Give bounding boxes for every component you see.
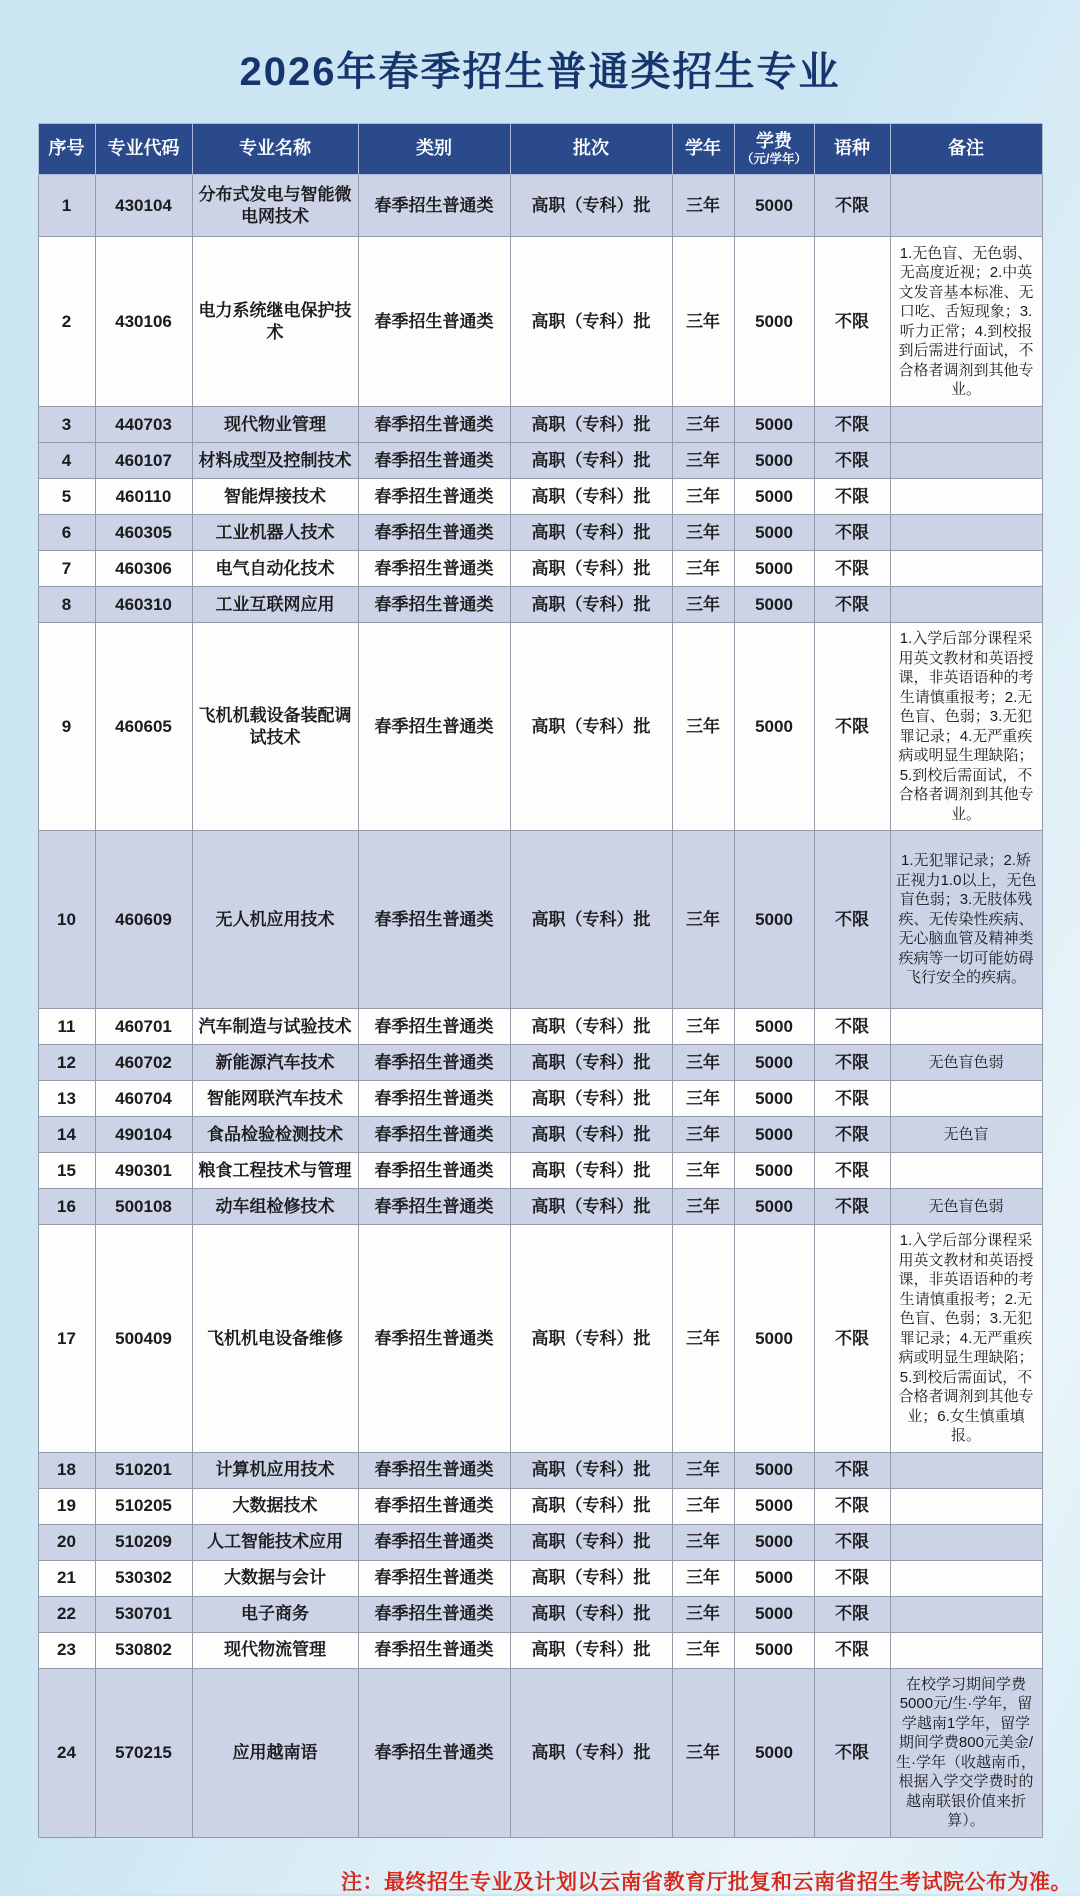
column-header-batch: 批次 [510, 124, 672, 175]
cell-category: 春季招生普通类 [358, 587, 510, 623]
cell-code: 460305 [95, 515, 192, 551]
cell-tuition: 5000 [734, 237, 814, 407]
cell-batch: 高职（专科）批 [510, 1488, 672, 1524]
cell-batch: 高职（专科）批 [510, 1632, 672, 1668]
cell-no: 22 [38, 1596, 95, 1632]
cell-remark [890, 443, 1042, 479]
cell-name: 工业互联网应用 [192, 587, 358, 623]
cell-no: 9 [38, 623, 95, 831]
cell-tuition: 5000 [734, 1524, 814, 1560]
fee-header-unit: （元/学年） [741, 151, 807, 166]
cell-remark [890, 587, 1042, 623]
column-header-no: 序号 [38, 124, 95, 175]
table-row [38, 443, 1042, 479]
cell-no: 18 [38, 1452, 95, 1488]
cell-tuition: 5000 [734, 407, 814, 443]
cell-tuition: 5000 [734, 479, 814, 515]
cell-batch: 高职（专科）批 [510, 515, 672, 551]
cell-batch: 高职（专科）批 [510, 1524, 672, 1560]
cell-years: 三年 [672, 1117, 734, 1153]
cell-years: 三年 [672, 1153, 734, 1189]
cell-no: 1 [38, 175, 95, 237]
cell-language: 不限 [814, 175, 890, 237]
cell-batch: 高职（专科）批 [510, 587, 672, 623]
cell-category: 春季招生普通类 [358, 1452, 510, 1488]
cell-name: 智能焊接技术 [192, 479, 358, 515]
cell-remark [890, 1452, 1042, 1488]
cell-years: 三年 [672, 1009, 734, 1045]
majors-table [38, 123, 1043, 1838]
cell-name: 动车组检修技术 [192, 1189, 358, 1225]
cell-language: 不限 [814, 1524, 890, 1560]
cell-batch: 高职（专科）批 [510, 1117, 672, 1153]
cell-years: 三年 [672, 407, 734, 443]
cell-name: 电力系统继电保护技术 [192, 237, 358, 407]
cell-tuition: 5000 [734, 1189, 814, 1225]
cell-batch: 高职（专科）批 [510, 443, 672, 479]
cell-remark [890, 1560, 1042, 1596]
cell-no: 19 [38, 1488, 95, 1524]
cell-category: 春季招生普通类 [358, 623, 510, 831]
cell-name: 食品检验检测技术 [192, 1117, 358, 1153]
cell-remark [890, 1596, 1042, 1632]
cell-code: 500409 [95, 1225, 192, 1453]
cell-years: 三年 [672, 623, 734, 831]
cell-category: 春季招生普通类 [358, 515, 510, 551]
cell-no: 12 [38, 1045, 95, 1081]
cell-remark: 无色盲 [890, 1117, 1042, 1153]
cell-language: 不限 [814, 623, 890, 831]
cell-language: 不限 [814, 515, 890, 551]
table-row [38, 479, 1042, 515]
cell-language: 不限 [814, 831, 890, 1009]
cell-remark [890, 1081, 1042, 1117]
cell-code: 460107 [95, 443, 192, 479]
cell-years: 三年 [672, 831, 734, 1009]
cell-language: 不限 [814, 1045, 890, 1081]
cell-category: 春季招生普通类 [358, 175, 510, 237]
cell-tuition: 5000 [734, 587, 814, 623]
cell-remark [890, 479, 1042, 515]
cell-years: 三年 [672, 1452, 734, 1488]
cell-batch: 高职（专科）批 [510, 1189, 672, 1225]
cell-name: 粮食工程技术与管理 [192, 1153, 358, 1189]
cell-tuition: 5000 [734, 443, 814, 479]
table-row [38, 1560, 1042, 1596]
cell-batch: 高职（专科）批 [510, 237, 672, 407]
cell-name: 飞机机载设备装配调试技术 [192, 623, 358, 831]
cell-category: 春季招生普通类 [358, 551, 510, 587]
footer-note: 注：最终招生专业及计划以云南省教育厅批复和云南省招生考试院公布为准。 [341, 1870, 1072, 1894]
cell-years: 三年 [672, 1225, 734, 1453]
cell-no: 7 [38, 551, 95, 587]
cell-batch: 高职（专科）批 [510, 479, 672, 515]
table-row [38, 1488, 1042, 1524]
cell-no: 20 [38, 1524, 95, 1560]
cell-category: 春季招生普通类 [358, 1668, 510, 1837]
cell-language: 不限 [814, 1632, 890, 1668]
column-header-language: 语种 [814, 124, 890, 175]
table-row [38, 1153, 1042, 1189]
cell-language: 不限 [814, 1668, 890, 1837]
cell-category: 春季招生普通类 [358, 1081, 510, 1117]
cell-category: 春季招生普通类 [358, 237, 510, 407]
cell-tuition: 5000 [734, 1225, 814, 1453]
cell-batch: 高职（专科）批 [510, 831, 672, 1009]
cell-no: 15 [38, 1153, 95, 1189]
cell-years: 三年 [672, 175, 734, 237]
cell-remark: 1.无色盲、无色弱、无高度近视；2.中英文发音基本标准、无口吃、舌短现象；3.听力正常；4.到校报到后需进行面试，不合格者调剂到其他专业。 [890, 237, 1042, 407]
cell-name: 材料成型及控制技术 [192, 443, 358, 479]
cell-name: 应用越南语 [192, 1668, 358, 1837]
cell-code: 530302 [95, 1560, 192, 1596]
cell-name: 飞机机电设备维修 [192, 1225, 358, 1453]
cell-remark [890, 1488, 1042, 1524]
cell-language: 不限 [814, 1452, 890, 1488]
cell-code: 500108 [95, 1189, 192, 1225]
cell-name: 现代物业管理 [192, 407, 358, 443]
cell-language: 不限 [814, 1009, 890, 1045]
table-row [38, 1596, 1042, 1632]
cell-remark [890, 175, 1042, 237]
cell-language: 不限 [814, 443, 890, 479]
table-row [38, 1632, 1042, 1668]
cell-category: 春季招生普通类 [358, 1524, 510, 1560]
cell-code: 530701 [95, 1596, 192, 1632]
fee-header-main: 学费 [756, 130, 792, 151]
cell-code: 570215 [95, 1668, 192, 1837]
cell-category: 春季招生普通类 [358, 831, 510, 1009]
column-header-years: 学年 [672, 124, 734, 175]
cell-years: 三年 [672, 515, 734, 551]
cell-code: 510209 [95, 1524, 192, 1560]
cell-name: 电子商务 [192, 1596, 358, 1632]
cell-category: 春季招生普通类 [358, 1153, 510, 1189]
cell-code: 430104 [95, 175, 192, 237]
cell-batch: 高职（专科）批 [510, 1452, 672, 1488]
cell-tuition: 5000 [734, 1488, 814, 1524]
cell-code: 490104 [95, 1117, 192, 1153]
cell-language: 不限 [814, 1189, 890, 1225]
table-row [38, 1081, 1042, 1117]
cell-category: 春季招生普通类 [358, 1117, 510, 1153]
page-title: 2026年春季招生普通类招生专业 [239, 50, 841, 94]
cell-name: 现代物流管理 [192, 1632, 358, 1668]
cell-tuition: 5000 [734, 623, 814, 831]
cell-category: 春季招生普通类 [358, 1560, 510, 1596]
cell-language: 不限 [814, 1081, 890, 1117]
cell-batch: 高职（专科）批 [510, 175, 672, 237]
cell-category: 春季招生普通类 [358, 1189, 510, 1225]
cell-no: 6 [38, 515, 95, 551]
cell-no: 16 [38, 1189, 95, 1225]
cell-remark: 在校学习期间学费5000元/生·学年，留学越南1学年，留学期间学费800元美金/生·学年（收越南币，根据入学交学费时的越南联银价值来折算）。 [890, 1668, 1042, 1837]
cell-language: 不限 [814, 407, 890, 443]
table-row [38, 237, 1042, 407]
cell-years: 三年 [672, 1632, 734, 1668]
cell-years: 三年 [672, 551, 734, 587]
cell-tuition: 5000 [734, 1009, 814, 1045]
cell-code: 460702 [95, 1045, 192, 1081]
table-row [38, 1117, 1042, 1153]
cell-category: 春季招生普通类 [358, 1596, 510, 1632]
cell-no: 14 [38, 1117, 95, 1153]
cell-no: 24 [38, 1668, 95, 1837]
cell-batch: 高职（专科）批 [510, 1153, 672, 1189]
cell-tuition: 5000 [734, 551, 814, 587]
cell-batch: 高职（专科）批 [510, 1560, 672, 1596]
cell-tuition: 5000 [734, 1045, 814, 1081]
column-header-remark: 备注 [890, 124, 1042, 175]
table-row [38, 407, 1042, 443]
cell-tuition: 5000 [734, 1668, 814, 1837]
cell-language: 不限 [814, 237, 890, 407]
cell-remark [890, 1153, 1042, 1189]
column-header-category: 类别 [358, 124, 510, 175]
cell-tuition: 5000 [734, 831, 814, 1009]
table-row [38, 623, 1042, 831]
table-row [38, 1524, 1042, 1560]
column-header-tuition [734, 124, 814, 175]
cell-category: 春季招生普通类 [358, 479, 510, 515]
cell-years: 三年 [672, 1488, 734, 1524]
cell-language: 不限 [814, 551, 890, 587]
cell-tuition: 5000 [734, 1632, 814, 1668]
cell-code: 440703 [95, 407, 192, 443]
cell-code: 460310 [95, 587, 192, 623]
cell-no: 13 [38, 1081, 95, 1117]
table-row [38, 1009, 1042, 1045]
cell-tuition: 5000 [734, 1452, 814, 1488]
cell-tuition: 5000 [734, 1596, 814, 1632]
cell-batch: 高职（专科）批 [510, 407, 672, 443]
cell-code: 460306 [95, 551, 192, 587]
cell-language: 不限 [814, 1560, 890, 1596]
table-row [38, 587, 1042, 623]
cell-category: 春季招生普通类 [358, 1225, 510, 1453]
cell-code: 460605 [95, 623, 192, 831]
cell-batch: 高职（专科）批 [510, 1045, 672, 1081]
cell-language: 不限 [814, 1488, 890, 1524]
table-row [38, 1045, 1042, 1081]
cell-years: 三年 [672, 1560, 734, 1596]
cell-code: 460704 [95, 1081, 192, 1117]
cell-name: 汽车制造与试验技术 [192, 1009, 358, 1045]
cell-code: 460609 [95, 831, 192, 1009]
cell-remark: 1.入学后部分课程采用英文教材和英语授课，非英语语种的考生请慎重报考；2.无色盲、色弱；3.无犯罪记录；4.无严重疾病或明显生理缺陷；5.到校后需面试，不合格者调剂到其他专业；6.女生慎重填报。 [890, 1225, 1042, 1453]
table-row [38, 515, 1042, 551]
cell-language: 不限 [814, 479, 890, 515]
cell-name: 工业机器人技术 [192, 515, 358, 551]
cell-name: 智能网联汽车技术 [192, 1081, 358, 1117]
cell-years: 三年 [672, 1596, 734, 1632]
cell-name: 计算机应用技术 [192, 1452, 358, 1488]
cell-remark [890, 1009, 1042, 1045]
cell-language: 不限 [814, 1117, 890, 1153]
cell-category: 春季招生普通类 [358, 1632, 510, 1668]
column-header-code: 专业代码 [95, 124, 192, 175]
cell-no: 5 [38, 479, 95, 515]
cell-remark [890, 1632, 1042, 1668]
table-row [38, 551, 1042, 587]
cell-no: 8 [38, 587, 95, 623]
cell-batch: 高职（专科）批 [510, 1009, 672, 1045]
table-row [38, 1452, 1042, 1488]
cell-remark: 1.入学后部分课程采用英文教材和英语授课，非英语语种的考生请慎重报考；2.无色盲、色弱；3.无犯罪记录；4.无严重疾病或明显生理缺陷；5.到校后需面试，不合格者调剂到其他专业。 [890, 623, 1042, 831]
cell-years: 三年 [672, 1045, 734, 1081]
cell-batch: 高职（专科）批 [510, 1596, 672, 1632]
cell-remark: 无色盲色弱 [890, 1189, 1042, 1225]
cell-years: 三年 [672, 1189, 734, 1225]
cell-tuition: 5000 [734, 1081, 814, 1117]
cell-code: 510205 [95, 1488, 192, 1524]
cell-category: 春季招生普通类 [358, 1045, 510, 1081]
cell-batch: 高职（专科）批 [510, 1225, 672, 1453]
cell-category: 春季招生普通类 [358, 1009, 510, 1045]
cell-batch: 高职（专科）批 [510, 1081, 672, 1117]
cell-years: 三年 [672, 1524, 734, 1560]
cell-code: 460701 [95, 1009, 192, 1045]
cell-remark: 1.无犯罪记录；2.矫正视力1.0以上，无色盲色弱；3.无肢体残疾、无传染性疾病、无心脑血管及精神类疾病等一切可能妨碍飞行安全的疾病。 [890, 831, 1042, 1009]
cell-years: 三年 [672, 587, 734, 623]
cell-tuition: 5000 [734, 1117, 814, 1153]
cell-name: 新能源汽车技术 [192, 1045, 358, 1081]
cell-category: 春季招生普通类 [358, 443, 510, 479]
cell-years: 三年 [672, 479, 734, 515]
cell-category: 春季招生普通类 [358, 407, 510, 443]
cell-code: 460110 [95, 479, 192, 515]
cell-remark [890, 407, 1042, 443]
cell-language: 不限 [814, 1225, 890, 1453]
cell-no: 2 [38, 237, 95, 407]
cell-no: 4 [38, 443, 95, 479]
cell-no: 21 [38, 1560, 95, 1596]
cell-no: 10 [38, 831, 95, 1009]
cell-name: 人工智能技术应用 [192, 1524, 358, 1560]
cell-remark: 无色盲色弱 [890, 1045, 1042, 1081]
cell-years: 三年 [672, 443, 734, 479]
cell-language: 不限 [814, 1153, 890, 1189]
cell-no: 17 [38, 1225, 95, 1453]
cell-name: 电气自动化技术 [192, 551, 358, 587]
cell-remark [890, 1524, 1042, 1560]
cell-name: 无人机应用技术 [192, 831, 358, 1009]
cell-remark [890, 551, 1042, 587]
cell-language: 不限 [814, 587, 890, 623]
cell-years: 三年 [672, 1668, 734, 1837]
cell-category: 春季招生普通类 [358, 1488, 510, 1524]
cell-tuition: 5000 [734, 175, 814, 237]
cell-remark [890, 515, 1042, 551]
cell-no: 11 [38, 1009, 95, 1045]
cell-code: 490301 [95, 1153, 192, 1189]
table-row [38, 831, 1042, 1009]
cell-name: 大数据与会计 [192, 1560, 358, 1596]
cell-language: 不限 [814, 1596, 890, 1632]
cell-name: 分布式发电与智能微电网技术 [192, 175, 358, 237]
cell-code: 430106 [95, 237, 192, 407]
cell-code: 530802 [95, 1632, 192, 1668]
table-row [38, 1225, 1042, 1453]
cell-code: 510201 [95, 1452, 192, 1488]
table-row [38, 1668, 1042, 1837]
cell-no: 23 [38, 1632, 95, 1668]
cell-tuition: 5000 [734, 515, 814, 551]
cell-tuition: 5000 [734, 1560, 814, 1596]
table-header-row [38, 124, 1042, 175]
cell-years: 三年 [672, 1081, 734, 1117]
cell-years: 三年 [672, 237, 734, 407]
table-row [38, 1189, 1042, 1225]
column-header-name: 专业名称 [192, 124, 358, 175]
table-row [38, 175, 1042, 237]
cell-batch: 高职（专科）批 [510, 551, 672, 587]
cell-batch: 高职（专科）批 [510, 1668, 672, 1837]
cell-no: 3 [38, 407, 95, 443]
cell-batch: 高职（专科）批 [510, 623, 672, 831]
cell-tuition: 5000 [734, 1153, 814, 1189]
cell-name: 大数据技术 [192, 1488, 358, 1524]
